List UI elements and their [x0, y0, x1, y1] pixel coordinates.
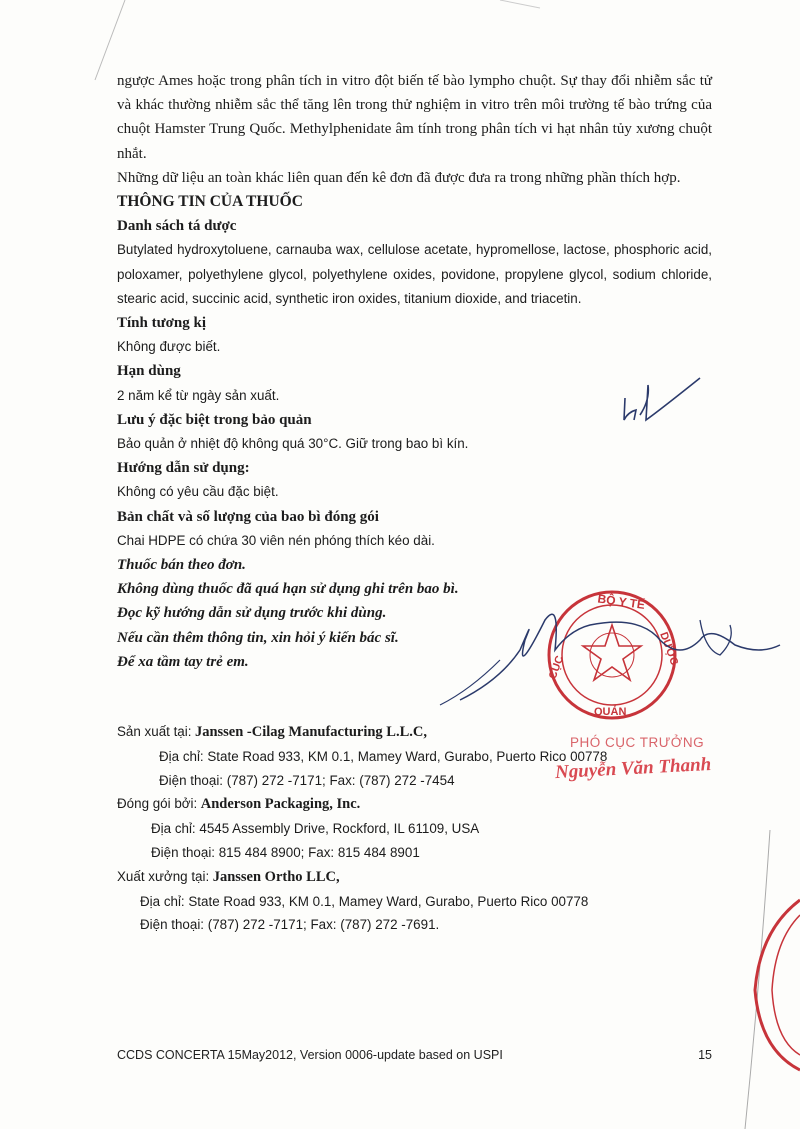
- excipients-heading: Danh sách tá dược: [117, 218, 237, 235]
- shelf-life-heading: Hạn dùng: [117, 363, 181, 380]
- warning-line: Nếu cần thêm thông tin, xin hỏi ý kiến bác sĩ.: [117, 629, 399, 646]
- paragraph-other-safety: Những dữ liệu an toàn khác liên quan đến kê đơn đã được đưa ra trong những phần thích hợp.: [117, 169, 681, 186]
- manufacturer-label: Sản xuất tại:: [117, 724, 192, 739]
- paragraph-genotoxicity: ngược Ames hoặc trong phân tích in vitro đột biến tế bào lympho chuột. Sự thay đổi nhiễm sắc tử và khác thường nhiễm sắc thể tăng lên trong thử nghiệm in vitro trên môi trường tế bào trứng của chuột Hamster Trung Quốc. Methylphenidate âm tính trong phân tích vi hạt nhân tủy xương chuột nhắt.: [117, 73, 712, 162]
- stamp-title: PHÓ CỤC TRƯỞNG: [570, 735, 705, 750]
- usage-heading: Hướng dẫn sử dụng:: [117, 460, 250, 477]
- storage-text: Bảo quản ở nhiệt độ không quá 30°C. Giữ trong bao bì kín.: [117, 436, 469, 452]
- footer-document-id: CCDS CONCERTA 15May2012, Version 0006-update based on USPI: [117, 1048, 503, 1062]
- seal-right-text: DƯỢC: [657, 630, 681, 667]
- scan-fold-line: [500, 0, 540, 8]
- page-number: 15: [698, 1048, 712, 1062]
- scan-fold-line: [95, 0, 125, 80]
- warning-line: Thuốc bán theo đơn.: [117, 557, 246, 574]
- section-title: THÔNG TIN CỦA THUỐC: [117, 193, 303, 211]
- storage-heading: Lưu ý đặc biệt trong bảo quản: [117, 411, 312, 428]
- seal-bottom-text: QUẢN: [594, 706, 627, 718]
- warning-line: Đọc kỹ hướng dẫn sử dụng trước khi dùng.: [117, 605, 387, 622]
- main-content: [117, 69, 712, 674]
- packager-label: Đóng gói bởi:: [117, 796, 198, 812]
- packaging-text: Chai HDPE có chứa 30 viên nén phóng thích kéo dài.: [117, 532, 435, 548]
- releaser-name: Janssen Ortho LLC,: [212, 868, 340, 885]
- manufacturer-block: [117, 720, 757, 937]
- usage-text: Không có yêu cầu đặc biệt.: [117, 484, 279, 500]
- packager-name: Anderson Packaging, Inc.: [200, 796, 361, 813]
- warning-line: Để xa tầm tay trẻ em.: [117, 653, 249, 670]
- stamp-name: Nguyễn Văn Thanh: [554, 753, 712, 784]
- releaser-phone: Điện thoại: (787) 272 -7171; Fax: (787) 272 -7691.: [140, 917, 440, 933]
- releaser-address: Địa chỉ: State Road 933, KM 0.1, Mamey Ward, Gurabo, Puerto Rico 00778: [140, 893, 589, 909]
- partial-seal-icon: [755, 900, 800, 1070]
- releaser-label: Xuất xưởng tại:: [117, 868, 210, 884]
- packager-line: [117, 792, 757, 817]
- manufacturer-phone: Điện thoại: (787) 272 -7171; Fax: (787) 272 -7454: [159, 772, 455, 788]
- warning-line: Không dùng thuốc đã quá hạn sử dụng ghi trên bao bì.: [117, 581, 459, 598]
- compatibility-text: Không được biết.: [117, 339, 221, 355]
- releaser-line: [117, 865, 757, 890]
- packaging-heading: Bản chất và số lượng của bao bì đóng gói: [117, 508, 379, 525]
- compatibility-heading: Tính tương kị: [117, 315, 207, 332]
- manufacturer-address: Địa chỉ: State Road 933, KM 0.1, Mamey Ward, Gurabo, Puerto Rico 00778: [159, 748, 608, 764]
- page-footer: [117, 1048, 712, 1062]
- excipients-text: Butylated hydroxytoluene, carnauba wax, cellulose acetate, hypromellose, lactose, phosphoric acid, poloxamer, polyethylene glycol, polyethylene oxides, povidone, propylene glycol, sodium chloride, stearic acid, succinic acid, synthetic iron oxides, titanium dioxide, and triacetin.: [117, 242, 712, 306]
- seal-left-text: CỤC: [546, 654, 567, 681]
- packager-phone: Điện thoại: 815 484 8900; Fax: 815 484 8901: [151, 844, 420, 860]
- packager-address: Địa chỉ: 4545 Assembly Drive, Rockford, IL 61109, USA: [151, 821, 480, 837]
- seal-top-text: BỘ Y TẾ: [596, 591, 646, 613]
- manufacturer-name: Janssen -Cilag Manufacturing L.L.C,: [194, 724, 427, 740]
- shelf-life-text: 2 năm kể từ ngày sản xuất.: [117, 387, 280, 403]
